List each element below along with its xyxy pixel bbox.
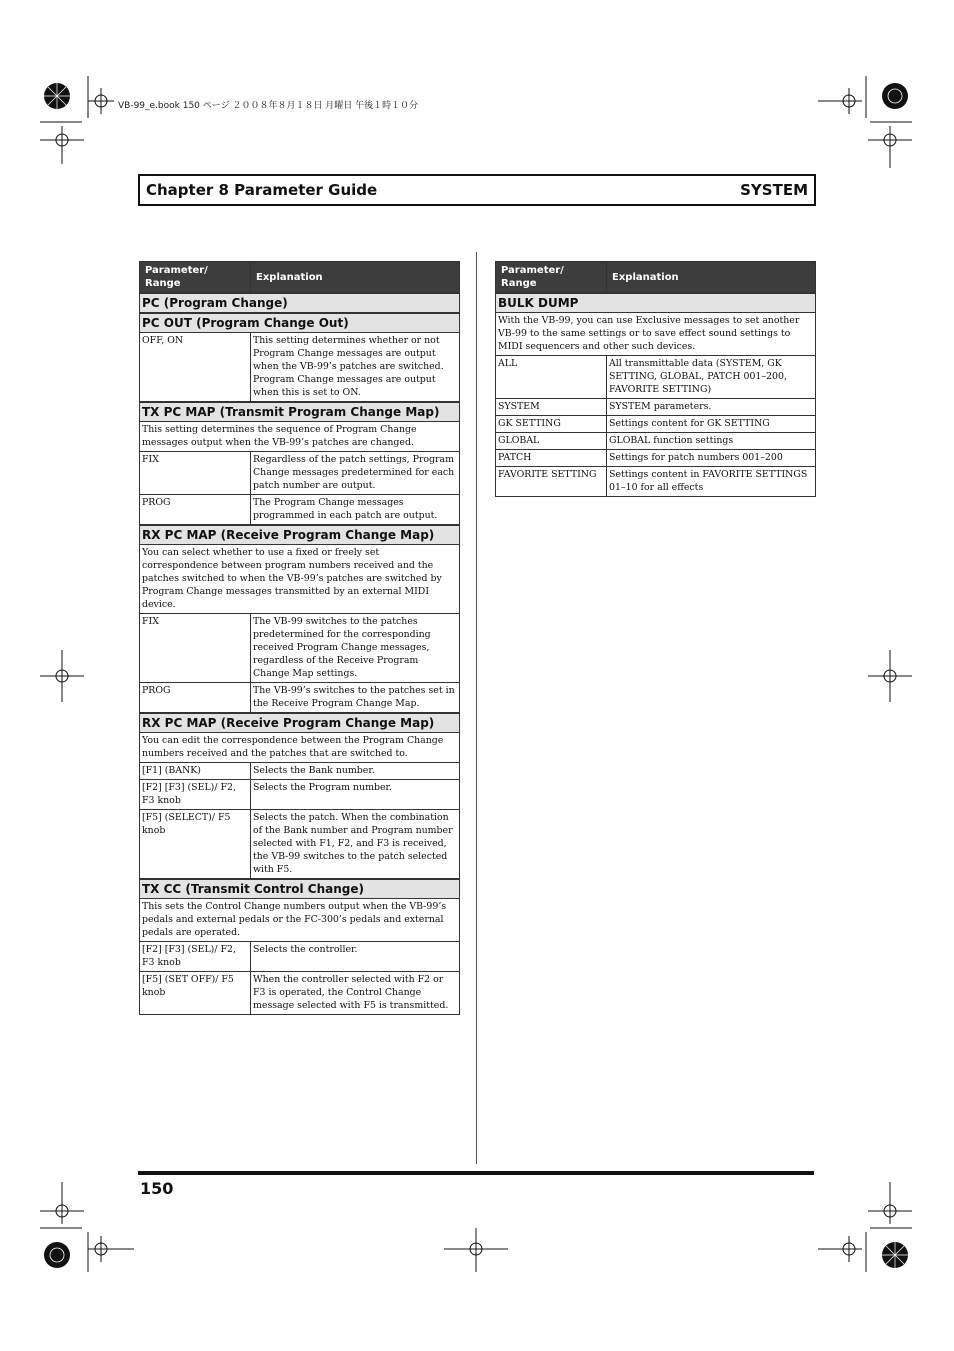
print-info-text: VB-99_e.book 150 ページ ２００８年８月１８日 月曜日 午後１時１０分 bbox=[118, 101, 419, 111]
column-header-parameter: Parameter/ Range bbox=[496, 262, 607, 294]
range-cell: ALL bbox=[496, 356, 607, 399]
range-cell: FIX bbox=[140, 614, 251, 683]
chapter-header bbox=[138, 174, 816, 206]
range-cell: PROG bbox=[140, 683, 251, 714]
section-description: With the VB-99, you can use Exclusive messages to set another VB-99 to the same settings or to save effect sound settings to MIDI sequencers and other such devices. bbox=[496, 313, 816, 356]
table-row bbox=[140, 614, 460, 683]
explanation-cell: Selects the controller. bbox=[251, 942, 460, 972]
column-divider bbox=[476, 252, 477, 1164]
table-row bbox=[140, 942, 460, 972]
section-tx-pc-map: TX PC MAP (Transmit Program Change Map) bbox=[140, 402, 460, 422]
table-row bbox=[140, 780, 460, 810]
range-cell: SYSTEM bbox=[496, 399, 607, 416]
range-cell: PROG bbox=[140, 495, 251, 526]
table-row bbox=[496, 467, 816, 497]
range-cell: FAVORITE SETTING bbox=[496, 467, 607, 497]
range-cell: [F5] (SELECT)/ F5 knob bbox=[140, 810, 251, 880]
section-description: You can edit the correspondence between the Program Change numbers received and the patches that are switched to. bbox=[140, 733, 460, 763]
table-row bbox=[496, 433, 816, 450]
column-header-explanation: Explanation bbox=[251, 262, 460, 294]
range-cell: [F1] (BANK) bbox=[140, 763, 251, 780]
range-cell: [F5] (SET OFF)/ F5 knob bbox=[140, 972, 251, 1015]
section-pc-out: PC OUT (Program Change Out) bbox=[140, 313, 460, 333]
table-row bbox=[496, 416, 816, 433]
section-rx-pc-map-edit: RX PC MAP (Receive Program Change Map) bbox=[140, 713, 460, 733]
column-header-explanation: Explanation bbox=[607, 262, 816, 294]
explanation-cell: Settings content for GK SETTING bbox=[607, 416, 816, 433]
parameter-table-right bbox=[495, 261, 816, 497]
section-title: SYSTEM bbox=[740, 181, 808, 199]
table-row bbox=[140, 495, 460, 526]
chapter-title: Chapter 8 Parameter Guide bbox=[146, 181, 378, 199]
range-cell: PATCH bbox=[496, 450, 607, 467]
explanation-cell: SYSTEM parameters. bbox=[607, 399, 816, 416]
explanation-cell: Regardless of the patch settings, Program Change messages predetermined for each patch number are output. bbox=[251, 452, 460, 495]
range-cell: GLOBAL bbox=[496, 433, 607, 450]
section-description: You can select whether to use a fixed or freely set correspondence between program numbers received and the patches switched to when the VB-99’s patches are switched by Program Change messages transmitted by an external MIDI device. bbox=[140, 545, 460, 614]
range-cell: GK SETTING bbox=[496, 416, 607, 433]
explanation-cell: Selects the patch. When the combination of the Bank number and Program number selected with F1, F2, and F3 is received, the VB-99 switches to the patch selected with F5. bbox=[251, 810, 460, 880]
range-cell: [F2] [F3] (SEL)/ F2, F3 knob bbox=[140, 780, 251, 810]
table-row bbox=[496, 356, 816, 399]
section-bulk-dump: BULK DUMP bbox=[496, 293, 816, 313]
page-number: 150 bbox=[140, 1179, 174, 1198]
table-row bbox=[496, 450, 816, 467]
table-row bbox=[140, 763, 460, 780]
parameter-table-left bbox=[139, 261, 460, 1015]
table-header-row bbox=[140, 262, 460, 294]
section-tx-cc: TX CC (Transmit Control Change) bbox=[140, 879, 460, 899]
range-cell: FIX bbox=[140, 452, 251, 495]
section-description: This setting determines the sequence of Program Change messages output when the VB-99’s patches are changed. bbox=[140, 422, 460, 452]
table-row bbox=[140, 333, 460, 403]
explanation-cell: Settings content in FAVORITE SETTINGS 01–10 for all effects bbox=[607, 467, 816, 497]
explanation-cell: All transmittable data (SYSTEM, GK SETTING, GLOBAL, PATCH 001–200, FAVORITE SETTING) bbox=[607, 356, 816, 399]
explanation-cell: Settings for patch numbers 001–200 bbox=[607, 450, 816, 467]
footer-rule bbox=[138, 1171, 814, 1175]
explanation-cell: The VB-99’s switches to the patches set in the Receive Program Change Map. bbox=[251, 683, 460, 714]
section-rx-pc-map: RX PC MAP (Receive Program Change Map) bbox=[140, 525, 460, 545]
table-row bbox=[140, 972, 460, 1015]
explanation-cell: This setting determines whether or not Program Change messages are output when the VB-99’s patches are switched. Program Change messages are output when this is set to ON. bbox=[251, 333, 460, 403]
section-pc: PC (Program Change) bbox=[140, 293, 460, 313]
table-row bbox=[140, 452, 460, 495]
range-cell: OFF, ON bbox=[140, 333, 251, 403]
table-row bbox=[496, 399, 816, 416]
range-cell: [F2] [F3] (SEL)/ F2, F3 knob bbox=[140, 942, 251, 972]
explanation-cell: The VB-99 switches to the patches predetermined for the corresponding received Program Change messages, regardless of the Receive Program Change Map settings. bbox=[251, 614, 460, 683]
column-header-parameter: Parameter/ Range bbox=[140, 262, 251, 294]
explanation-cell: When the controller selected with F2 or F3 is operated, the Control Change message selected with F5 is transmitted. bbox=[251, 972, 460, 1015]
explanation-cell: GLOBAL function settings bbox=[607, 433, 816, 450]
table-row bbox=[140, 810, 460, 880]
section-description: This sets the Control Change numbers output when the VB-99’s pedals and external pedals or the FC-300’s pedals and external pedals are operated. bbox=[140, 899, 460, 942]
table-row bbox=[140, 683, 460, 714]
explanation-cell: The Program Change messages programmed in each patch are output. bbox=[251, 495, 460, 526]
table-header-row bbox=[496, 262, 816, 294]
explanation-cell: Selects the Bank number. bbox=[251, 763, 460, 780]
explanation-cell: Selects the Program number. bbox=[251, 780, 460, 810]
